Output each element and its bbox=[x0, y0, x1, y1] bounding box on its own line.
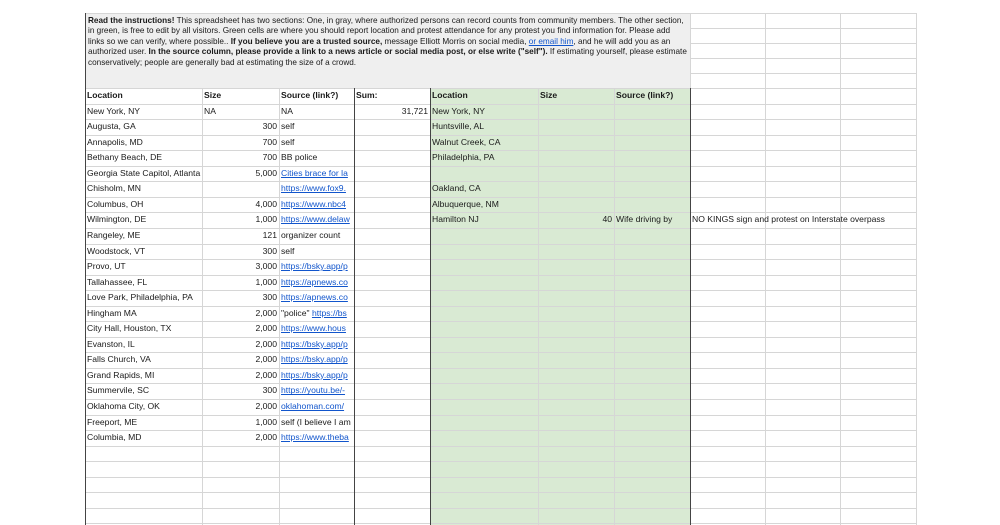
row-size[interactable]: 2,000 bbox=[255, 401, 277, 411]
green-row-location[interactable]: Oakland, CA bbox=[432, 183, 481, 194]
grid-line bbox=[690, 28, 916, 29]
instructions-text-1: This spreadsheet has two sections: One, in gray, where authorized persons can record counts from community members. The other section, in green, is free to edit by all visitors. Green cells are where you should report location and protest attendance for any protest you find information for. Please add links so we can verify, where possible.. bbox=[88, 16, 684, 46]
row-location[interactable]: Grand Rapids, MI bbox=[87, 369, 155, 380]
row-size[interactable]: 700 bbox=[262, 152, 277, 163]
sum-value: 31,721 bbox=[401, 105, 428, 116]
row-source-link[interactable]: https://www.nbc4 bbox=[281, 198, 346, 209]
green-row-note[interactable]: NO KINGS sign and protest on Interstate overpass bbox=[692, 214, 885, 225]
grid-line bbox=[85, 13, 86, 88]
row-size[interactable]: 4,000 bbox=[255, 198, 277, 209]
row-source-link[interactable]: https://bsky.app/p bbox=[281, 338, 348, 349]
green-header-source: Source (link?) bbox=[616, 90, 674, 100]
row-location[interactable]: New York, NY bbox=[87, 105, 141, 116]
grid-line bbox=[690, 73, 916, 74]
row-source[interactable]: BB police bbox=[281, 152, 318, 163]
row-size[interactable]: NA bbox=[204, 105, 216, 116]
row-size[interactable]: 3,000 bbox=[255, 261, 277, 272]
row-location[interactable]: Summervile, SC bbox=[87, 385, 150, 396]
row-location[interactable]: Columbus, OH bbox=[87, 198, 144, 209]
row-location[interactable]: Love Park, Philadelphia, PA bbox=[87, 292, 193, 303]
row-location[interactable]: Chisholm, MN bbox=[87, 183, 141, 194]
row-source-link[interactable]: https://www.hous bbox=[281, 323, 346, 334]
green-row-location[interactable]: Hamilton NJ bbox=[432, 214, 479, 225]
green-row-location[interactable]: Walnut Creek, CA bbox=[432, 136, 501, 147]
grid-line bbox=[690, 58, 916, 59]
grid-line bbox=[85, 523, 916, 524]
row-size[interactable]: 2,000 bbox=[255, 307, 277, 318]
row-size[interactable]: 1,000 bbox=[255, 276, 277, 287]
row-source-link[interactable]: https://bs bbox=[311, 307, 347, 318]
row-size[interactable]: 300 bbox=[262, 385, 277, 396]
green-row-source[interactable]: Wife driving by bbox=[616, 214, 673, 225]
row-size[interactable]: 2,000 bbox=[255, 432, 277, 443]
row-size[interactable]: 2,000 bbox=[255, 323, 277, 334]
grid-line bbox=[85, 446, 916, 447]
row-size[interactable]: 121 bbox=[262, 229, 277, 240]
row-location[interactable]: Woodstock, VT bbox=[87, 245, 146, 256]
instructions-cell[interactable] bbox=[85, 14, 690, 88]
grid-line bbox=[765, 88, 766, 525]
row-size[interactable]: 2,000 bbox=[255, 338, 277, 349]
row-size[interactable]: 1,000 bbox=[255, 416, 277, 427]
grid-line bbox=[614, 88, 615, 525]
grid-line bbox=[85, 477, 916, 478]
grid-line bbox=[916, 88, 917, 525]
row-source-text: "police" bbox=[281, 307, 312, 318]
row-location[interactable]: Falls Church, VA bbox=[87, 354, 151, 365]
row-location[interactable]: Columbia, MD bbox=[87, 432, 142, 443]
grid-line bbox=[840, 88, 841, 525]
row-size[interactable]: 700 bbox=[262, 136, 277, 147]
row-size[interactable]: 300 bbox=[262, 245, 277, 256]
instructions-trusted-source: If you believe you are a trusted source, bbox=[230, 36, 383, 46]
grid-line bbox=[690, 88, 691, 525]
header-location: Location bbox=[87, 90, 123, 100]
row-source-link[interactable]: https://youtu.be/- bbox=[281, 385, 346, 396]
row-source-link[interactable]: oklahoman.com/ bbox=[281, 401, 345, 411]
row-location[interactable]: Augusta, GA bbox=[87, 121, 136, 132]
row-source-link[interactable]: https://apnews.co bbox=[281, 276, 348, 287]
row-location[interactable]: Bethany Beach, DE bbox=[87, 152, 163, 163]
instructions-heading: Read the instructions! bbox=[88, 16, 175, 25]
row-size[interactable]: 2,000 bbox=[255, 369, 277, 380]
row-size[interactable]: 300 bbox=[262, 121, 277, 132]
row-source-link[interactable]: Cities brace for la bbox=[281, 167, 348, 178]
row-location[interactable]: City Hall, Houston, TX bbox=[87, 323, 172, 334]
row-source-link[interactable]: https://www.theba bbox=[281, 432, 349, 443]
row-location[interactable]: Hingham MA bbox=[87, 307, 137, 318]
header-size: Size bbox=[204, 90, 222, 100]
grid-line bbox=[85, 492, 916, 493]
green-header-size: Size bbox=[540, 90, 558, 100]
row-source[interactable]: self (I believe I am bbox=[281, 416, 351, 427]
row-source[interactable]: self bbox=[281, 245, 295, 256]
row-location[interactable]: Rangeley, ME bbox=[87, 229, 141, 240]
row-location[interactable]: Wilmington, DE bbox=[87, 214, 147, 225]
row-source-link[interactable]: https://bsky.app/p bbox=[281, 261, 348, 272]
instructions-source-note: In the source column, please provide a link to a news article or social media post, or else write ("self"). bbox=[148, 47, 548, 57]
row-source[interactable]: self bbox=[281, 136, 295, 147]
row-source[interactable]: organizer count bbox=[281, 229, 341, 240]
row-location[interactable]: Freeport, ME bbox=[87, 416, 138, 427]
row-source-link[interactable]: https://www.delaw bbox=[281, 214, 350, 225]
green-row-size[interactable]: 40 bbox=[602, 214, 612, 225]
row-location[interactable]: Evanston, IL bbox=[87, 338, 135, 349]
grid-line bbox=[690, 13, 916, 14]
grid-line bbox=[354, 88, 355, 525]
row-source-link[interactable]: https://bsky.app/p bbox=[281, 369, 348, 380]
grid-line bbox=[85, 461, 916, 462]
header-source: Source (link?) bbox=[281, 90, 339, 100]
instructions-text-2: message Elliott Morris on social media, bbox=[382, 36, 529, 46]
row-size[interactable]: 5,000 bbox=[255, 167, 277, 178]
row-source[interactable] bbox=[279, 306, 354, 322]
email-link[interactable]: or email him bbox=[528, 36, 574, 46]
row-size[interactable]: 1,000 bbox=[255, 214, 277, 225]
instructions-text-3: , and he will add you as an authorized user. bbox=[88, 36, 671, 57]
row-source[interactable]: self bbox=[281, 121, 295, 132]
row-source-link[interactable]: https://apnews.co bbox=[281, 292, 348, 303]
grid-line bbox=[538, 88, 539, 525]
row-source[interactable]: NA bbox=[281, 105, 293, 116]
instructions-text-4: If estimating yourself, please estimate conservatively; people are generally bad at estimating the size of a crowd. bbox=[88, 47, 687, 67]
row-location[interactable]: Provo, UT bbox=[87, 261, 126, 272]
green-row-location[interactable]: Philadelphia, PA bbox=[432, 152, 495, 163]
green-row-location[interactable]: Huntsville, AL bbox=[432, 121, 485, 132]
row-location[interactable]: Georgia State Capitol, Atlanta bbox=[87, 167, 201, 178]
row-size[interactable]: 2,000 bbox=[255, 354, 277, 365]
grid-line bbox=[690, 43, 916, 44]
row-size[interactable]: 300 bbox=[262, 292, 277, 303]
row-location[interactable]: Tallahassee, FL bbox=[87, 276, 148, 287]
row-location[interactable]: Oklahoma City, OK bbox=[87, 401, 160, 411]
header-sum: Sum: bbox=[356, 90, 378, 100]
green-header-location: Location bbox=[432, 90, 468, 100]
grid-line bbox=[85, 508, 916, 509]
green-row-location[interactable]: Albuquerque, NM bbox=[432, 198, 499, 209]
row-location[interactable]: Annapolis, MD bbox=[87, 136, 143, 147]
row-size[interactable] bbox=[202, 181, 279, 197]
green-row-location[interactable]: New York, NY bbox=[432, 105, 486, 116]
row-source-link[interactable]: https://www.fox9. bbox=[281, 183, 346, 194]
row-source-link[interactable]: https://bsky.app/p bbox=[281, 354, 348, 365]
